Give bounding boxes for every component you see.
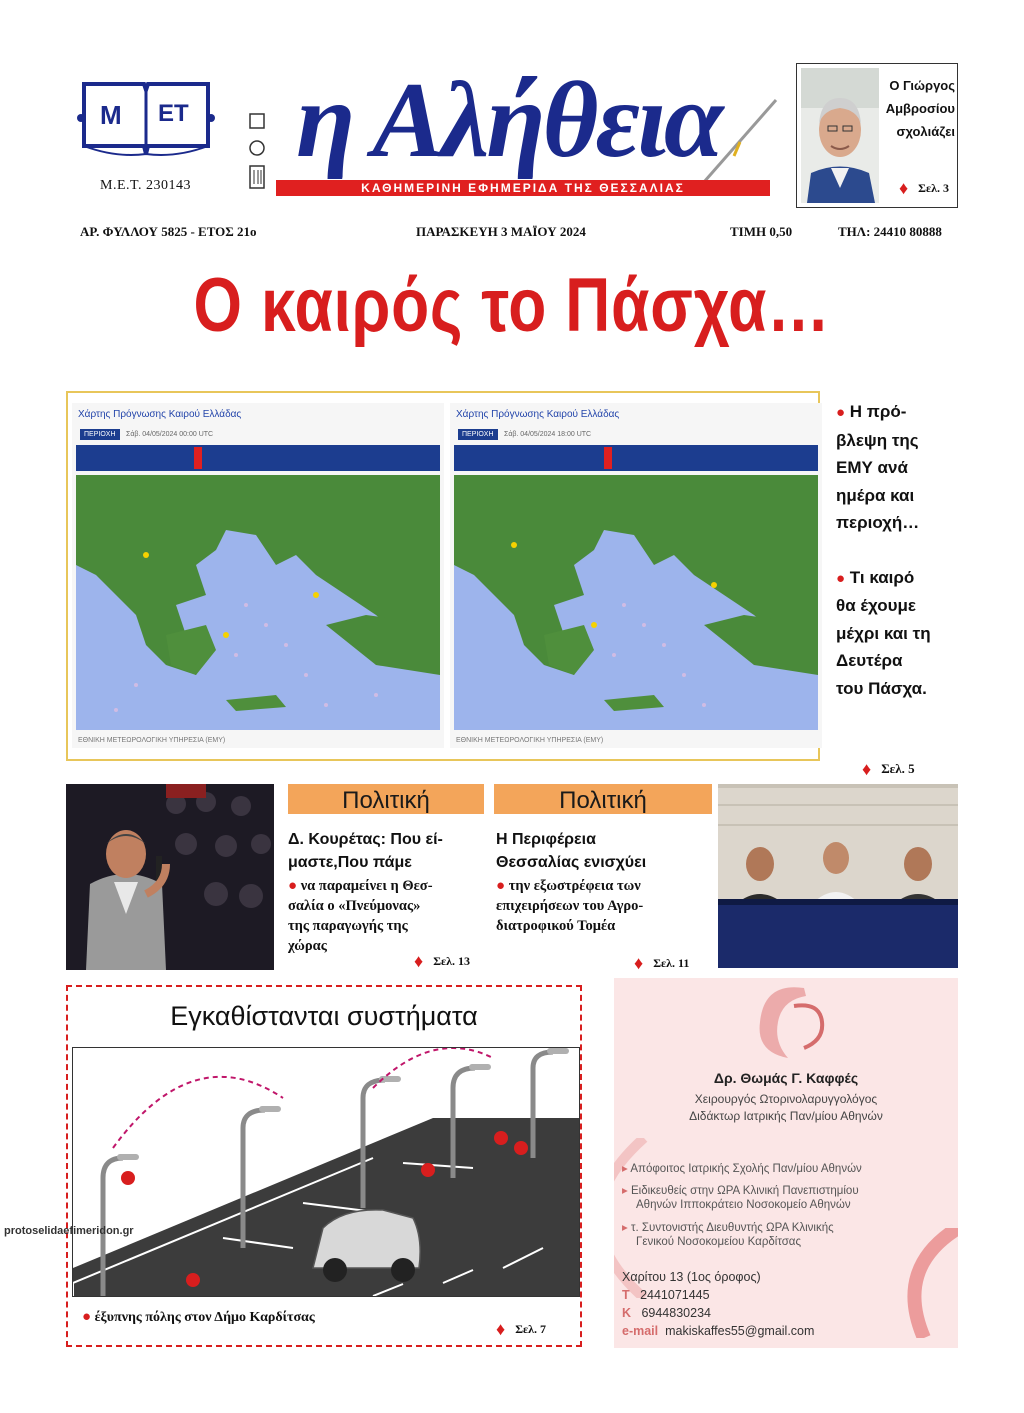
doctor-title: Χειρουργός Ωτορινολαρυγγολόγος xyxy=(694,1092,878,1106)
ad-item-text: τ. Συντονιστής Διευθυντής ΩΡΑ Κλινικής xyxy=(630,1222,834,1234)
politics-photo-speaker xyxy=(66,784,274,970)
phone-number: ΤΗΛ: 24410 80888 xyxy=(838,224,942,239)
bullet-line: περιοχή… xyxy=(836,513,920,532)
bullet-line: θα έχουμε xyxy=(836,596,916,615)
bullet-icon: ● xyxy=(836,569,846,587)
article-text: σαλία ο «Πνεύμονας» xyxy=(288,898,421,914)
quill-icon xyxy=(700,96,780,186)
columnist-page-ref xyxy=(899,178,949,199)
issue-number: ΑΡ. ΦΥΛΛΟΥ 5825 - ΕΤΟΣ 21ο xyxy=(80,224,257,239)
phone-label: Τ xyxy=(622,1288,630,1302)
ent-logo-icon xyxy=(744,982,834,1062)
met-letter-m: Μ xyxy=(100,100,122,130)
watermark: protoselidaefimeridon.gr xyxy=(4,1225,134,1237)
map-timeline xyxy=(76,431,440,471)
doctor-advertisement[interactable] xyxy=(614,978,958,1348)
diamond-icon: ♦ xyxy=(898,178,909,198)
mobile-value: 6944830234 xyxy=(641,1306,711,1320)
bullet-line: ημέρα και xyxy=(836,485,915,505)
phone-value: 2441071445 xyxy=(640,1288,710,1302)
caption-text: έξυπνης πόλης στον Δήμο Καρδίτσας xyxy=(94,1310,315,1325)
politics-article-2[interactable] xyxy=(496,828,712,936)
map-title: Χάρτης Πρόγνωσης Καιρού Ελλάδας xyxy=(78,409,242,420)
map-tab: ΠΕΡΙΟΧΗ xyxy=(80,429,120,440)
weather-maps-box[interactable] xyxy=(66,391,820,761)
main-headline[interactable]: Ο καιρός το Πάσχα… xyxy=(193,263,831,348)
masthead-subtitle: ΚΑΘΗΜΕΡΙΝΗ ΕΦΗΜΕΡΙΔΑ ΤΗΣ ΘΕΣΣΑΛΙΑΣ xyxy=(276,180,770,196)
diamond-icon: ♦ xyxy=(862,759,872,779)
mobile-label: Κ xyxy=(622,1306,632,1320)
page-ref-text: Σελ. 7 xyxy=(515,1322,547,1336)
met-letters-et: ΕΤ xyxy=(158,100,189,127)
article-headline: Θεσσαλίας ενισχύει xyxy=(496,854,647,871)
columnist-photo xyxy=(801,68,879,203)
doctor-phone[interactable] xyxy=(622,1288,710,1302)
doctor-name: Δρ. Θωμάς Γ. Καφφές xyxy=(713,1070,859,1086)
ad-item-text: Γενικού Νοσοκομείου Καρδίτσας xyxy=(636,1236,801,1248)
politics-photo-panel xyxy=(718,784,958,968)
smart-city-title: Εγκαθίστανται συστήματα xyxy=(170,1001,478,1031)
ad-item-text: Αθηνών Ιπποκράτειο Νοσοκομείο Αθηνών xyxy=(636,1199,851,1211)
bullet-icon: ● xyxy=(836,404,846,421)
page-ref-text: Σελ. 13 xyxy=(433,954,471,968)
smart-parking-illustration xyxy=(72,1047,580,1297)
article-text: χώρας xyxy=(288,938,327,954)
decor-curve-right xyxy=(894,1228,958,1338)
doctor-title: Διδάκτωρ Ιατρικής Παν/μίου Αθηνών xyxy=(689,1109,883,1123)
map-title: Χάρτης Πρόγνωσης Καιρού Ελλάδας xyxy=(456,409,620,420)
bullet-icon: ● xyxy=(82,1309,92,1325)
map-tab: ΠΕΡΙΟΧΗ xyxy=(458,429,498,440)
page-ref-text: Σελ. 5 xyxy=(881,761,915,776)
doctor-mobile[interactable] xyxy=(622,1306,711,1320)
columnist-line-3: σχολιάζει xyxy=(896,124,955,139)
barcode-mark xyxy=(246,112,268,192)
article-text: επιχειρήσεων του Αγρο- xyxy=(496,898,644,914)
bullet-line: ΕΜΥ ανά xyxy=(836,458,908,477)
issue-price: ΤΙΜΗ 0,50 xyxy=(730,224,793,239)
smart-city-caption xyxy=(82,1309,315,1326)
columnist-line-2: Αμβροσίου xyxy=(885,101,955,116)
masthead-title: η Αλήθεια xyxy=(296,61,721,180)
ad-item-text: Απόφοιτος Ιατρικής Σχολής Παν/μίου Αθηνών xyxy=(630,1163,862,1175)
email-label: e-mail xyxy=(622,1324,659,1338)
politics-1-page-ref xyxy=(414,951,470,972)
map-timeline xyxy=(454,431,818,471)
diamond-icon: ♦ xyxy=(414,951,424,971)
article-text: διατροφικού Τομέα xyxy=(496,918,616,934)
bullet-line: του Πάσχα. xyxy=(836,678,927,698)
map-area xyxy=(454,475,818,730)
email-value: makiskaffes55@gmail.com xyxy=(665,1324,815,1338)
ad-item: ▸ Ειδικευθείς στην ΩΡΑ Κλινική Πανεπιστημίου xyxy=(622,1185,859,1197)
ad-item-text: Ειδικευθείς στην ΩΡΑ Κλινική Πανεπιστημίου xyxy=(630,1185,859,1197)
page-ref-text: Σελ. 3 xyxy=(918,181,949,195)
met-logo xyxy=(76,78,216,162)
article-text: της παραγωγής της xyxy=(288,918,408,934)
article-headline: Η Περιφέρεια xyxy=(496,831,596,848)
map-caption: ΕΘΝΙΚΗ ΜΕΤΕΩΡΟΛΟΓΙΚΗ ΥΠΗΡΕΣΙΑ (ΕΜΥ) xyxy=(456,737,604,744)
weather-bullets xyxy=(836,398,966,702)
article-headline: μαστε,Που πάμε xyxy=(288,854,412,871)
diamond-icon: ♦ xyxy=(634,953,644,973)
bullet-line: βλεψη της xyxy=(836,430,919,450)
bullet-line: Δευτέρα xyxy=(836,651,903,670)
timeline-marker xyxy=(604,447,612,469)
article-text: να παραμείνει η Θεσ- xyxy=(300,878,433,894)
politics-article-1[interactable] xyxy=(288,828,488,956)
article-text: την εξωστρέφεια των xyxy=(508,878,641,894)
bullet-line: Τι καιρό xyxy=(849,567,915,587)
diamond-icon: ♦ xyxy=(496,1319,506,1339)
weather-bullet-2 xyxy=(836,564,966,703)
met-number: Μ.Ε.Τ. 230143 xyxy=(100,178,192,193)
bullet-line: Η πρό- xyxy=(849,402,907,421)
columnist-line-1: Ο Γιώργος xyxy=(889,78,955,93)
columnist-box[interactable] xyxy=(796,63,958,208)
doctor-email[interactable] xyxy=(622,1324,814,1338)
page-ref-text: Σελ. 11 xyxy=(653,956,690,970)
map-area xyxy=(76,475,440,730)
bullet-icon: ● xyxy=(496,878,506,894)
issue-date: ΠΑΡΑΣΚΕΥΗ 3 ΜΑΪΟΥ 2024 xyxy=(416,224,586,239)
weather-bullet-1 xyxy=(836,398,966,537)
ad-item: ▸ τ. Συντονιστής Διευθυντής ΩΡΑ Κλινικής xyxy=(622,1222,834,1234)
weather-page-ref xyxy=(862,759,915,780)
map-date: Σάβ. 04/05/2024 00:00 UTC xyxy=(126,431,214,438)
bullet-icon: ● xyxy=(288,878,298,894)
section-tag-politics[interactable]: Πολιτική xyxy=(494,784,712,814)
smart-city-page-ref xyxy=(496,1319,546,1340)
timeline-marker xyxy=(194,447,202,469)
smart-city-box[interactable] xyxy=(66,985,582,1347)
article-headline: Δ. Κουρέτας: Που εί- xyxy=(288,831,443,848)
section-tag-politics[interactable]: Πολιτική xyxy=(288,784,484,814)
weather-map-left xyxy=(72,403,444,748)
politics-2-page-ref xyxy=(634,953,689,974)
ad-item: ▸ Απόφοιτος Ιατρικής Σχολής Παν/μίου Αθηνών xyxy=(622,1163,862,1175)
map-date: Σάβ. 04/05/2024 18:00 UTC xyxy=(504,431,592,438)
map-caption: ΕΘΝΙΚΗ ΜΕΤΕΩΡΟΛΟΓΙΚΗ ΥΠΗΡΕΣΙΑ (ΕΜΥ) xyxy=(78,737,226,744)
doctor-address: Χαρίτου 13 (1ος όροφος) xyxy=(622,1270,761,1284)
bullet-line: μέχρι και τη xyxy=(836,623,931,643)
weather-map-right xyxy=(450,403,822,748)
